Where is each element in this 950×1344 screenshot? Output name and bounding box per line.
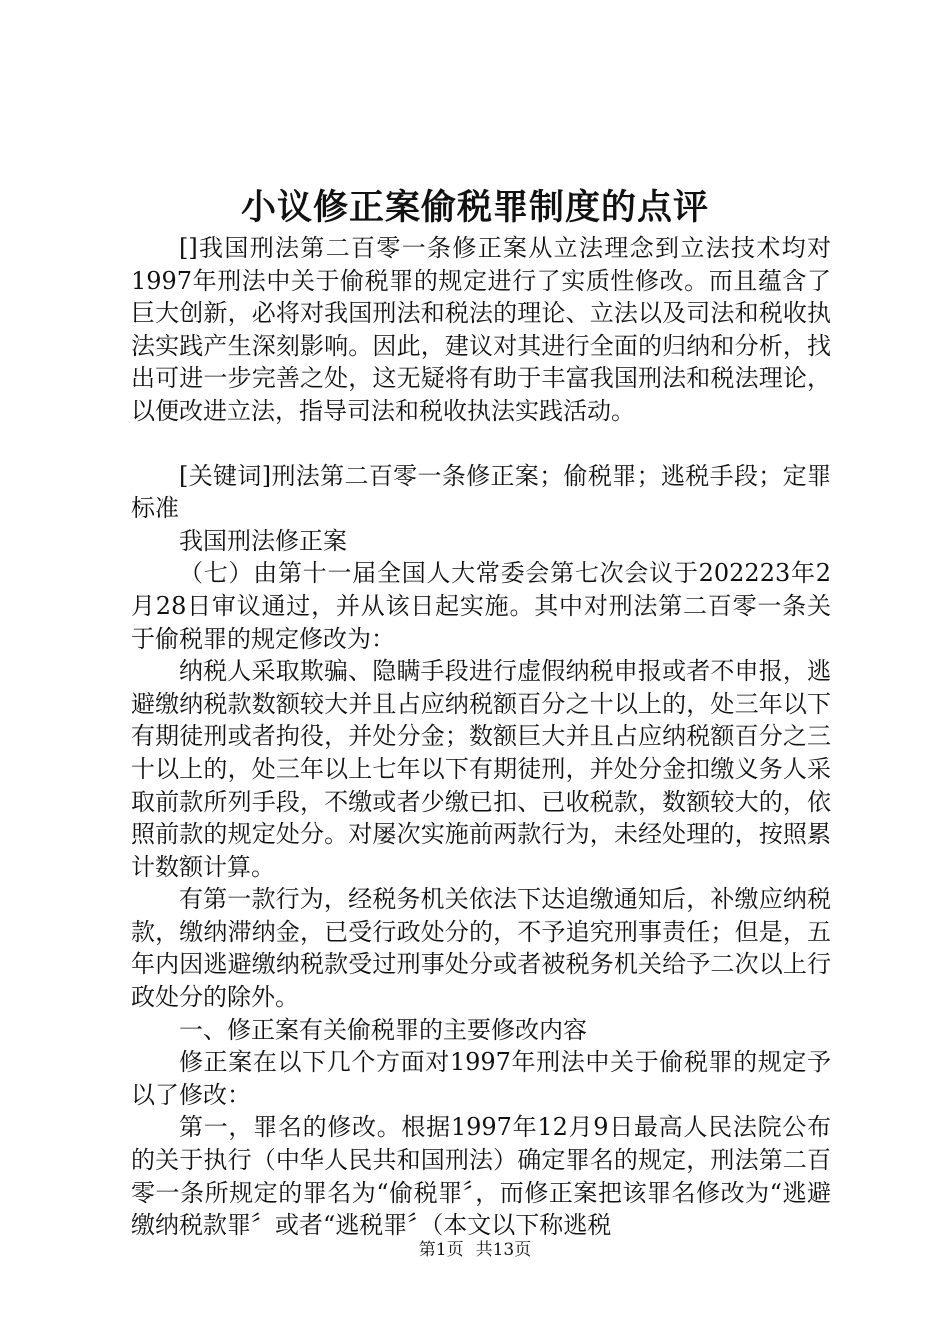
page-total: 共13页 [475, 1240, 532, 1260]
section-heading: 我国刑法修正案 [179, 526, 347, 555]
body-paragraph: 第一，罪名的修改。根据1997年12月9日最高人民法院公布的关于执行（中华人民共和国刑法）确定罪名的规定，刑法第二百零一条所规定的罪名为“偷税罪〞，而修正案把该罪名修改为“逃避缴纳税款罪〞或者“逃税罪〞（本文以下称逃税 [131, 1113, 831, 1240]
page-title: 小议修正案偷税罪制度的点评 [240, 187, 709, 228]
body-paragraph: 修正案在以下几个方面对1997年刑法中关于偷税罪的规定予以了修改： [131, 1048, 831, 1109]
abstract-paragraph: []我国刑法第二百零一条修正案从立法理念到立法技术均对1997年刑法中关于偷税罪的规定进行了实质性修改。而且蕴含了巨大创新，必将对我国刑法和税法的理论、立法以及司法和税收执法实践产生深刻影响。因此，建议对其进行全面的归纳和分析，找出可进一步完善之处，这无疑将有助于丰富我国刑法和税法理论，以便改进立法，指导司法和税收执法实践活动。 [131, 234, 831, 425]
section-heading: 一、修正案有关偷税罪的主要修改内容 [179, 1015, 587, 1044]
keywords-paragraph: [关键词]刑法第二百零一条修正案；偷税罪；逃税手段；定罪标准 [131, 461, 831, 523]
body-paragraph: （七）由第十一届全国人大常委会第七次会议于202223年2月28日审议通过，并从该日起实施。其中对刑法第二百零一条关于偷税罪的规定修改为： [131, 559, 831, 653]
quoted-law-paragraph: 有第一款行为，经税务机关依法下达追缴通知后，补缴应纳税款，缴纳滞纳金，已受行政处分的，不予追究刑事责任；但是，五年内因逃避缴纳税款受过刑事处分或者被税务机关给予二次以上行政处分的除外。 [131, 885, 831, 1012]
page-number: 第1页 [418, 1240, 464, 1260]
quoted-law-paragraph: 纳税人采取欺骗、隐瞒手段进行虚假纳税申报或者不申报，逃避缴纳税款数额较大并且占应纳税额百分之十以上的，处三年以下有期徒刑或者拘役，并处分金；数额巨大并且占应纳税额百分之三十以上的，处三年以上七年以下有期徒刑，并处分金扣缴义务人采取前款所列手段，不缴或者少缴已扣、已收税款，数额较大的，依照前款的规定处分。对屡次实施前两款行为，未经处理的，按照累计数额计算。 [131, 657, 831, 881]
document-body [131, 232, 831, 1242]
page-footer [0, 1238, 950, 1262]
